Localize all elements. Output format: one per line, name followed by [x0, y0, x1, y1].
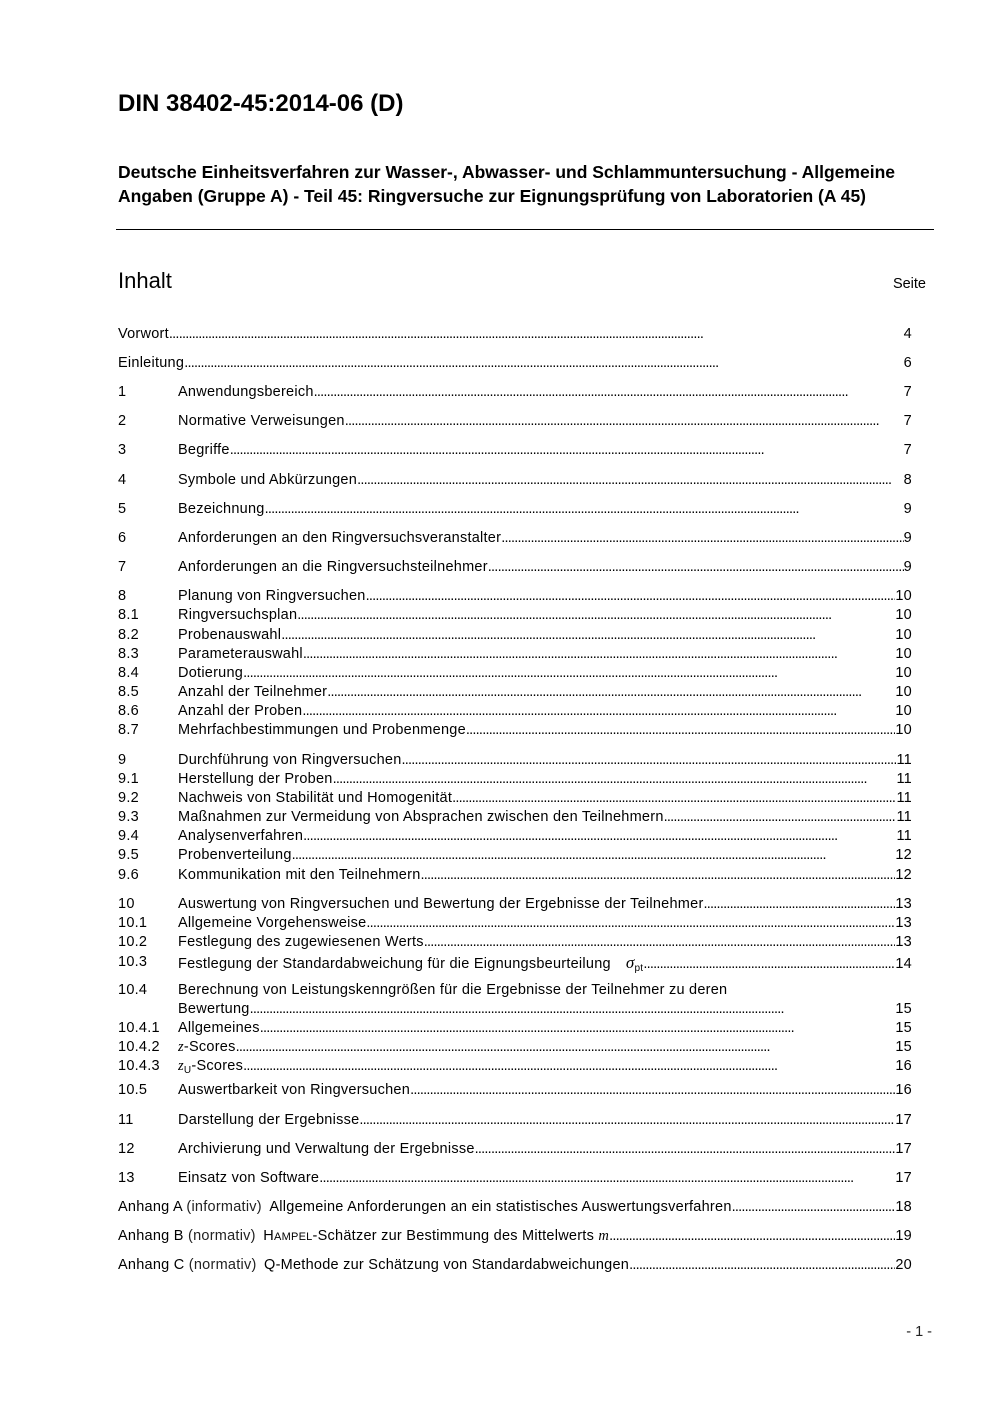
toc-entry-text: Anzahl der Proben [178, 703, 303, 719]
toc-entry-number: 8.4 [118, 665, 139, 681]
toc-entry-line [178, 500, 912, 519]
toc-entry-page: 10 [895, 684, 912, 700]
toc-entry[interactable] [118, 1111, 912, 1130]
toc-entry[interactable] [118, 606, 912, 625]
toc-entry-line [178, 914, 912, 933]
dot-leader [319, 1169, 895, 1188]
toc-entry-text: Nachweis von Stabilität und Homogenität [178, 790, 453, 806]
toc-entry-text: Probenverteilung [178, 847, 292, 863]
toc-entry-text: Anzahl der Teilnehmer [178, 684, 328, 700]
toc-entry-page: 18 [895, 1199, 912, 1215]
toc-entry-title [178, 683, 327, 702]
toc-entry-line [178, 606, 912, 625]
toc-entry-number: 1 [118, 384, 127, 400]
toc-entry-number: 12 [118, 1141, 135, 1157]
toc-entry-number: 10.4.1 [118, 1020, 160, 1036]
toc-entry[interactable] [118, 325, 912, 344]
toc-entry[interactable] [118, 981, 912, 1017]
dot-leader [345, 412, 904, 431]
toc-entry[interactable] [118, 827, 912, 846]
toc-entry-title [178, 606, 297, 625]
toc-entry-title [178, 827, 303, 846]
toc-entry-title [178, 721, 466, 740]
toc-entry-page: 17 [895, 1112, 912, 1128]
toc-entry-title [178, 866, 421, 885]
toc-entry-line [178, 441, 912, 460]
toc-entry-page: 19 [895, 1228, 912, 1244]
toc-entry[interactable] [118, 702, 912, 721]
dot-leader [303, 645, 895, 664]
document-subtitle: Deutsche Einheitsverfahren zur Wasser-, Abwasser- und Schlammuntersuchung - Allgemeine Angaben (Gruppe A) - Teil 45: Ringversuche zur Eignungsprüfung von Laboratorien (A 45) [118, 162, 895, 206]
toc-entry-text: Parameterauswahl [178, 646, 303, 662]
toc-entry[interactable] [118, 1081, 912, 1100]
toc-entry-text: Darstellung der Ergebnisse [178, 1112, 360, 1128]
toc-entry-number: 3 [118, 442, 127, 458]
annex-type: (normativ) [187, 1228, 256, 1244]
dot-leader [184, 354, 903, 373]
dot-leader [359, 1111, 895, 1130]
annex-type: (normativ) [188, 1257, 257, 1273]
toc-entry-page: 13 [895, 934, 912, 950]
toc-entry-title [178, 702, 302, 721]
toc-entry-line [178, 933, 912, 952]
toc-entry-line [178, 981, 912, 1000]
dot-leader [357, 471, 904, 490]
toc-entry-number: 2 [118, 413, 127, 429]
toc-entry-text: Vorwort [118, 326, 169, 342]
toc-entry-title [178, 751, 402, 770]
toc-entry-line [178, 558, 912, 577]
toc-entry-number: 8.1 [118, 607, 139, 623]
dot-leader [475, 1140, 896, 1159]
toc-entry-number: 8.7 [118, 722, 139, 738]
toc-entry-number: 7 [118, 559, 127, 575]
toc-entry-page: 10 [895, 627, 912, 643]
toc-entry-text: Anforderungen an den Ringversuchsveranstalter [178, 530, 502, 546]
toc-entry-number: 9.3 [118, 809, 139, 825]
toc-entry-page: 9 [903, 501, 912, 517]
toc-entry-title [178, 981, 727, 1000]
toc-entry-title [178, 895, 704, 914]
toc-entry-number: 5 [118, 501, 127, 517]
toc-entry-text: Probenauswahl [178, 627, 282, 643]
toc-entry-title [178, 1038, 236, 1057]
toc-entry-text: Herstellung der Proben [178, 771, 333, 787]
toc-entry-page: 9 [903, 530, 912, 546]
toc-entry-text: Ringversuchsplan [178, 607, 298, 623]
dot-leader [297, 606, 895, 625]
toc-entry-text: Anwendungsbereich [178, 384, 314, 400]
toc-entry-text: Normative Verweisungen [178, 413, 345, 429]
dot-leader [424, 933, 896, 952]
dot-leader [466, 721, 895, 740]
dot-leader [643, 955, 895, 974]
toc-entry-text: Planung von Ringversuchen [178, 588, 366, 604]
toc-entry-line [118, 354, 912, 373]
toc-entry-page: 15 [895, 1020, 912, 1036]
toc-entry-line [178, 1169, 912, 1188]
toc-entry-page: 15 [895, 1001, 912, 1017]
toc-entry-title [178, 1081, 410, 1100]
toc-entry-number: 4 [118, 472, 127, 488]
toc-entry[interactable] [118, 1227, 912, 1246]
toc-entry-line [178, 953, 912, 978]
toc-entry-page: 15 [895, 1039, 912, 1055]
toc-entry-text: Anforderungen an die Ringversuchsteilnehmer [178, 559, 488, 575]
annex-label: Anhang B [118, 1228, 188, 1244]
toc-entry[interactable] [118, 664, 912, 683]
sigma-subscript: pt [634, 963, 644, 974]
toc-entry[interactable] [118, 914, 912, 933]
toc-entry-line [118, 1198, 912, 1217]
toc-entry-page: 10 [895, 607, 912, 623]
toc-entry-page: 11 [896, 828, 912, 844]
small-caps-rest: AMPEL [273, 1231, 313, 1243]
toc-entry-number: 13 [118, 1170, 135, 1186]
dot-leader [421, 866, 896, 885]
toc-entry[interactable] [118, 846, 912, 865]
annex-type: (informativ) [186, 1199, 262, 1215]
dot-leader [303, 827, 896, 846]
toc-entry-number: 10.4 [118, 982, 148, 998]
title-divider [116, 229, 934, 230]
toc-entry[interactable] [118, 1256, 912, 1275]
toc-entry[interactable] [118, 354, 912, 373]
toc-entry-text: -Scores [191, 1058, 244, 1074]
dot-leader [292, 846, 896, 865]
toc-entry-title [178, 1057, 243, 1080]
toc-entry[interactable] [118, 500, 912, 519]
toc-entry-page: 16 [895, 1058, 912, 1074]
toc-entry-number: 9.5 [118, 847, 139, 863]
italic-symbol: z [178, 1058, 184, 1074]
toc-entry[interactable] [118, 587, 912, 606]
toc-entry-title [178, 626, 281, 645]
toc-entry-page: 10 [895, 722, 912, 738]
toc-entry-number: 10 [118, 896, 135, 912]
dot-leader [629, 1256, 895, 1275]
toc-entry-text: Einsatz von Software [178, 1170, 320, 1186]
toc-entry-text: Begriffe [178, 442, 230, 458]
toc-entry-line [178, 383, 912, 402]
toc-entry-number: 10.5 [118, 1082, 148, 1098]
toc-entry-page: 14 [895, 956, 912, 972]
dot-leader [265, 500, 904, 519]
toc-entry-line [178, 1038, 912, 1057]
toc-entry[interactable] [118, 1019, 912, 1038]
toc-entry[interactable] [118, 683, 912, 702]
toc-entry-number: 10.4.2 [118, 1039, 160, 1055]
toc-entry-title [178, 1019, 260, 1038]
toc-entry-page: 11 [896, 752, 912, 768]
toc-entry-number: 11 [118, 1112, 134, 1128]
toc-entry-number: 9.6 [118, 867, 139, 883]
toc-entry[interactable] [118, 1169, 912, 1188]
toc-entry[interactable] [118, 866, 912, 885]
toc-entry-number: 9.1 [118, 771, 139, 787]
toc-entry-page: 11 [896, 771, 912, 787]
toc-entry-title [118, 1198, 732, 1217]
toc-entry-line [178, 895, 912, 914]
dot-leader [732, 1198, 896, 1217]
toc-entry[interactable] [118, 1140, 912, 1159]
toc-entry-title [178, 383, 314, 402]
toc-entry-line [178, 827, 912, 846]
toc-entry-page: 10 [895, 588, 912, 604]
dot-leader [410, 1081, 895, 1100]
toc-entry[interactable] [118, 770, 912, 789]
toc-entry-text: Durchführung von Ringversuchen [178, 752, 402, 768]
toc-entry-title [178, 914, 366, 933]
sigma-symbol: σ [625, 953, 635, 972]
toc-entry-line [178, 721, 912, 740]
toc-entry-line [178, 1019, 912, 1038]
toc-entry-title [178, 412, 345, 431]
toc-entry-text: Q-Methode zur Schätzung von Standardabweichungen [264, 1257, 630, 1273]
toc-entry-text: Archivierung und Verwaltung der Ergebnisse [178, 1141, 475, 1157]
toc-entry-title [178, 953, 643, 978]
dot-leader [366, 587, 896, 606]
toc-entry-title [178, 933, 424, 952]
toc-entry-text: Allgemeine Vorgehensweise [178, 915, 367, 931]
toc-entry-text: Festlegung des zugewiesenen Werts [178, 934, 424, 950]
toc-entry[interactable] [118, 558, 912, 577]
dot-leader [243, 664, 895, 683]
small-caps-initial: H [263, 1228, 274, 1244]
dot-leader [236, 1038, 896, 1057]
toc-entry-page: 8 [903, 472, 912, 488]
dot-leader [488, 558, 904, 577]
page-number: - 1 - [906, 1324, 932, 1340]
toc-entry-page: 10 [895, 646, 912, 662]
toc-entry-line [118, 1256, 912, 1275]
toc-entry-text: Mehrfachbestimmungen und Probenmenge [178, 722, 466, 738]
toc-entry-line [178, 866, 912, 885]
toc-entry-number: 8.2 [118, 627, 139, 643]
toc-entry-title [178, 846, 292, 865]
toc-entry-line [178, 412, 912, 431]
dot-leader [366, 914, 895, 933]
toc-entry[interactable] [118, 471, 912, 490]
toc-entry-number: 10.4.3 [118, 1058, 160, 1074]
toc-entry-title [178, 808, 664, 827]
toc-entry-line [178, 751, 912, 770]
toc-entry-page: 13 [895, 896, 912, 912]
toc-entry[interactable] [118, 1057, 912, 1076]
toc-entry-line [178, 1057, 912, 1080]
toc-entry-number: 10.2 [118, 934, 148, 950]
dot-leader [260, 1019, 896, 1038]
annex-label: Anhang C [118, 1257, 189, 1273]
toc-entry[interactable] [118, 933, 912, 952]
dot-leader [169, 325, 904, 344]
dot-leader [243, 1057, 895, 1076]
toc-entry-line [178, 626, 912, 645]
toc-entry-page: 20 [895, 1257, 912, 1273]
toc-entry-number: 8.5 [118, 684, 139, 700]
toc-entry-line [178, 664, 912, 683]
toc-entry-line [178, 645, 912, 664]
toc-entry[interactable] [118, 1038, 912, 1057]
toc-entry[interactable] [118, 412, 912, 431]
toc-entry-text: Dotierung [178, 665, 244, 681]
toc-entry-line [178, 529, 912, 548]
page-column-label: Seite [892, 276, 926, 292]
toc-entry-number: 9.4 [118, 828, 139, 844]
dot-leader [609, 1227, 895, 1246]
toc-entry-title [178, 1111, 359, 1130]
toc-entry-page: 11 [896, 809, 912, 825]
toc-entry-page: 10 [895, 703, 912, 719]
toc-entry[interactable] [118, 808, 912, 827]
dot-leader [664, 808, 897, 827]
toc-entry-number: 8.6 [118, 703, 139, 719]
toc-entry-title [178, 1140, 475, 1159]
toc-entry-number: 8 [118, 588, 127, 604]
toc-entry-title [118, 354, 184, 373]
dot-leader [402, 751, 897, 770]
toc-entry[interactable] [118, 383, 912, 402]
toc-entry-number: 9 [118, 752, 127, 768]
dot-leader [281, 626, 895, 645]
toc-entry-text: Einleitung [118, 355, 185, 371]
toc-entry-title [178, 587, 366, 606]
toc-entry[interactable] [118, 626, 912, 645]
toc-entry[interactable] [118, 721, 912, 740]
toc-entry[interactable] [118, 953, 912, 972]
dot-leader [501, 529, 903, 548]
toc-entry-page: 7 [903, 442, 912, 458]
toc-entry[interactable] [118, 789, 912, 808]
dot-leader [230, 441, 904, 460]
toc-entry-text: Auswertbarkeit von Ringversuchen [178, 1082, 411, 1098]
mean-symbol: m [598, 1228, 610, 1244]
toc-entry-title [118, 1227, 609, 1247]
toc-entry-line [178, 808, 912, 827]
toc-entry[interactable] [118, 895, 912, 914]
dot-leader [333, 770, 897, 789]
toc-entry-line [178, 1081, 912, 1100]
toc-entry-page: 17 [895, 1170, 912, 1186]
toc-entry-page: 7 [903, 384, 912, 400]
dot-leader [302, 702, 895, 721]
toc-entry-text: Analysenverfahren [178, 828, 304, 844]
toc-entry-page: 7 [903, 413, 912, 429]
toc-entry-title [178, 529, 501, 548]
toc-entry-title [178, 1169, 319, 1188]
toc-entry-line [118, 1227, 912, 1247]
toc-entry-page: 16 [895, 1082, 912, 1098]
toc-entry-title [178, 645, 303, 664]
toc-entry-number: 8.3 [118, 646, 139, 662]
dot-leader [704, 895, 896, 914]
toc-entry-text: Allgemeines [178, 1020, 260, 1036]
toc-entry-page: 10 [895, 665, 912, 681]
toc-entry-text: -Scores [183, 1039, 236, 1055]
toc-entry-line [178, 1111, 912, 1130]
toc-entry-text: Bezeichnung [178, 501, 265, 517]
toc-entry-page: 6 [903, 355, 912, 371]
dot-leader [452, 789, 896, 808]
toc-entry-page: 17 [895, 1141, 912, 1157]
dot-leader [327, 683, 895, 702]
toc-entry-title [178, 558, 488, 577]
toc-entry-line [178, 1140, 912, 1159]
toc-entry-line [178, 789, 912, 808]
toc-entry-text: Kommunikation mit den Teilnehmern [178, 867, 421, 883]
toc-entry-line [178, 471, 912, 490]
toc-entry-text: Festlegung der Standardabweichung für die Eignungsbeurteilung [178, 956, 611, 972]
toc-entry-page: 4 [903, 326, 912, 342]
toc-entry-line [178, 683, 912, 702]
toc-entry-text: Allgemeine Anforderungen an ein statistisches Auswertungsverfahren [269, 1199, 732, 1215]
italic-symbol: z [178, 1039, 184, 1055]
toc-entry-title [178, 664, 243, 683]
annex-label: Anhang A [118, 1199, 187, 1215]
toc-entry-line-continued [178, 1000, 912, 1019]
toc-entry-page: 11 [896, 790, 912, 806]
toc-entry-line [178, 770, 912, 789]
symbol-subscript: U [183, 1065, 192, 1076]
dot-leader [250, 1000, 896, 1019]
toc-entry-line [178, 846, 912, 865]
toc-entry-text: Berechnung von Leistungskenngrößen für die Ergebnisse der Teilnehmer zu deren [178, 982, 728, 998]
toc-entry-title [178, 471, 357, 490]
toc-entry-text: Symbole und Abkürzungen [178, 472, 358, 488]
toc-entry-title [178, 441, 230, 460]
toc-entry-page: 9 [903, 559, 912, 575]
toc-entry-number: 10.3 [118, 954, 148, 970]
toc-entry-page: 12 [895, 847, 912, 863]
toc-entry-line [178, 587, 912, 606]
toc-entry[interactable] [118, 645, 912, 664]
toc-entry-number: 6 [118, 530, 127, 546]
toc-entry-text-continued: Bewertung [178, 1001, 250, 1017]
toc-entry-title [118, 325, 169, 344]
toc-entry-line [118, 325, 912, 344]
toc-entry-title [118, 1256, 629, 1275]
toc-entry-number: 9.2 [118, 790, 139, 806]
toc-entry-text: -Schätzer zur Bestimmung des Mittelwerts [312, 1228, 595, 1244]
toc-entry-line [178, 702, 912, 721]
toc-entry-number: 10.1 [118, 915, 148, 931]
toc-entry-page: 13 [895, 915, 912, 931]
document-title: DIN 38402-45:2014-06 (D) [118, 90, 404, 117]
toc-entry[interactable] [118, 1198, 912, 1217]
toc-entry-text: Auswertung von Ringversuchen und Bewertung der Ergebnisse der Teilnehmer [178, 896, 704, 912]
toc-entry[interactable] [118, 751, 912, 770]
toc-entry[interactable] [118, 529, 912, 548]
toc-entry-page: 12 [895, 867, 912, 883]
toc-entry-text: Maßnahmen zur Vermeidung von Absprachen zwischen den Teilnehmern [178, 809, 664, 825]
contents-heading: Inhalt [118, 268, 172, 293]
toc-entry[interactable] [118, 441, 912, 460]
dot-leader [314, 383, 904, 402]
toc-entry-title [178, 789, 452, 808]
toc-entry-title [178, 770, 333, 789]
toc-entry-title [178, 500, 265, 519]
